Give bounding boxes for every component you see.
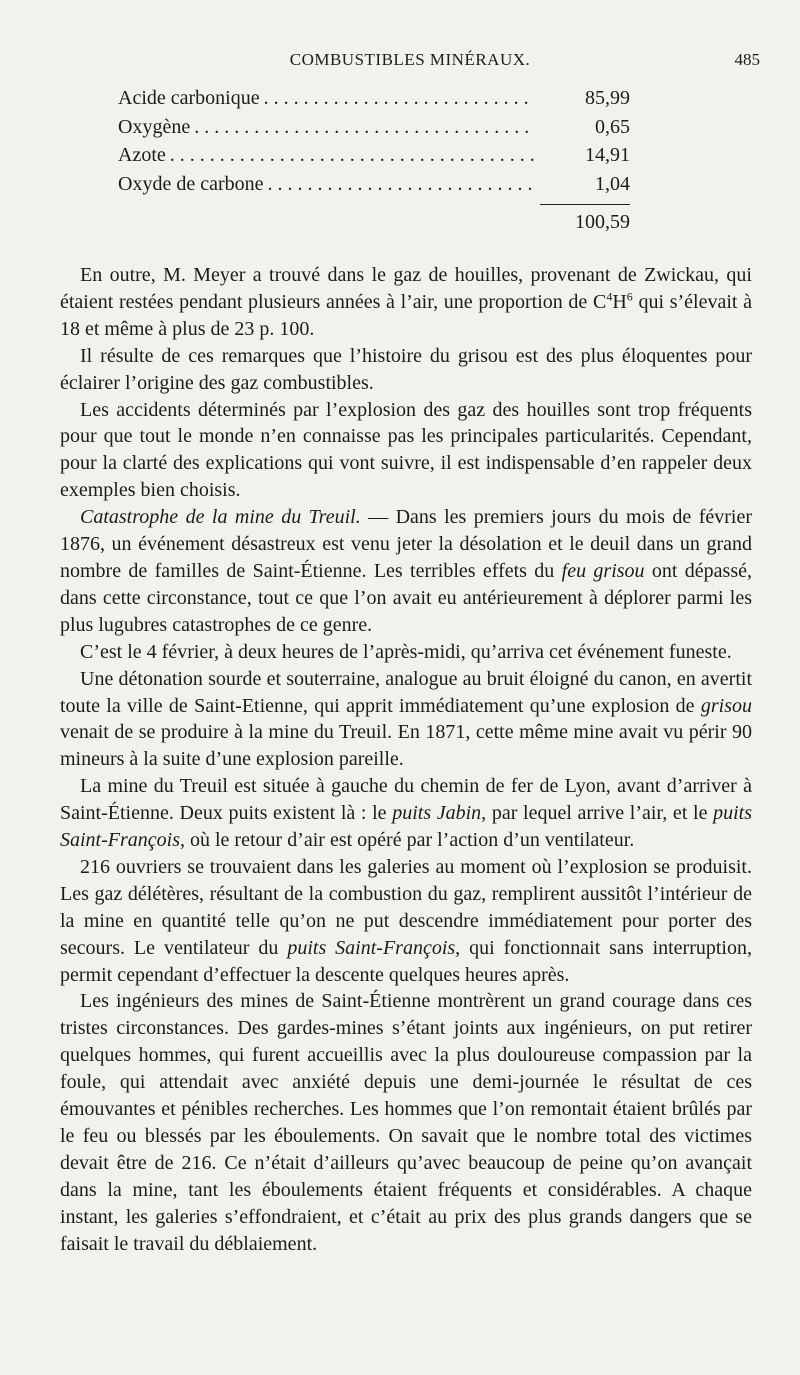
table-total: 100,59 (575, 211, 630, 233)
text-run: H (612, 290, 627, 313)
text-run: ont dépassé, dans cette circonstance, tout ce que l’on avait eu antérieurement à déplorer parmi les plus lugubres catastrophes de ce genre. (60, 559, 752, 636)
row-value: 14,91 (585, 144, 630, 166)
paragraph (60, 262, 752, 343)
paragraph: Les ingénieurs des mines de Saint-Étienne montrèrent un grand courage dans ces tristes circonstances. Des gardes-mines s’étant joints aux ingénieurs, on put retirer quelques hommes, qui furent accueillis avec la plus douloureuse compassion par la foule, qui attendait avec anxiété depuis une demi-journée le résultat de ces émouvantes et pénibles recherches. Les hommes que l’on remontait étaient brûlés par le feu ou blessés par les éboulements. On savait que le nombre total des victimes devait être de 216. Ce n’était d’ailleurs qu’avec beaucoup de peine qu’on avançait dans la mine, tant les éboulements étaient fréquents et considérables. A chaque instant, les galeries s’effondraient, et c’était au prix des plus grands dangers que se faisait le travail du déblaiement. (60, 990, 752, 1255)
text-run: En outre, M. Meyer a trouvé dans le gaz de houilles, provenant de Zwickau, qui étaient restées pendant plusieurs années à l’air, une proportion de C (60, 264, 752, 313)
text-run: La mine du Treuil est située à gauche du chemin de fer de Lyon, avant d’arriver à Saint-Étienne. Deux puits existent là : le (60, 775, 752, 825)
italic-term: feu grisou (561, 559, 645, 582)
paragraph (60, 854, 752, 989)
text-run: qui s’élevait à 18 et même à plus de 23 p. 100. (60, 290, 752, 340)
row-label: Azote (118, 144, 166, 166)
row-label: Oxygène (118, 115, 191, 138)
dot-leader (170, 141, 534, 170)
italic-term: puits Jabin, (392, 802, 487, 825)
row-label: Oxyde de carbone (118, 172, 264, 195)
dot-leader (268, 170, 535, 199)
table-row (118, 141, 630, 170)
text-run: 216 ouvriers se trouvaient dans les galeries au moment où l’explosion se produisit. Les gaz délétères, résultant de la combustion du gaz, remplirent aussitôt l’intérieur de la mine en quantité telle qu’on ne put descendre immédiatement pour porter des secours. Le ventilateur du (60, 855, 752, 959)
text-run: où le retour d’air est opéré par l’action d’un ventilateur. (185, 829, 635, 852)
italic-term: puits Saint-François, (60, 802, 752, 852)
row-label: Acide carbonique (118, 87, 260, 109)
row-value: 1,04 (595, 172, 630, 195)
running-title: COMBUSTIBLES MINÉRAUX. (289, 50, 531, 69)
italic-term: puits Saint-François, (287, 936, 461, 959)
paragraph: Les accidents déterminés par l’explosion des gaz des houilles sont trop fréquents pour que tout le monde n’en connaisse pas les principales particularités. Cependant, pour la clarté des explications qui vont suivre, il est indispensable d’en rappeler deux exemples bien choisis. (60, 398, 752, 502)
row-value: 0,65 (595, 115, 630, 138)
dot-leader (264, 84, 534, 113)
page-number: 485 (734, 50, 760, 69)
paragraph (60, 504, 752, 639)
text-run: par lequel arrive l’air, et le (486, 802, 714, 825)
sum-rule (540, 204, 630, 205)
superscript: 6 (626, 289, 633, 304)
paragraph (60, 666, 752, 774)
dot-leader (194, 113, 534, 142)
italic-term: grisou (700, 694, 752, 717)
section-heading: Catastrophe de la mine du Treuil. (80, 506, 361, 529)
text-run: venait de se produire à la mine du Treuil. En 1871, cette même mine avait vu périr 90 mineurs à la suite d’une explosion pareille. (60, 721, 752, 771)
body-text (60, 262, 752, 1258)
table-row (118, 113, 630, 142)
text-run: qui fonctionnait sans interruption, permit cependant d’effectuer la descente quelques heures après. (60, 936, 752, 986)
text-run: — Dans les premiers jours du mois de février 1876, un événement désastreux est venu jeter la désolation et le deuil dans un grand nombre de familles de Saint-Étienne. Les terribles effets du (60, 506, 752, 582)
page-header (60, 50, 760, 76)
superscript: 4 (606, 289, 613, 304)
row-value: 85,99 (585, 87, 630, 109)
text-run: Une détonation sourde et souterraine, analogue au bruit éloigné du canon, en avertit toute la ville de Saint-Etienne, qui apprit immédiatement qu’une explosion de (60, 667, 752, 717)
gas-composition-table (118, 84, 630, 237)
paragraph: C’est le 4 février, à deux heures de l’après-midi, qu’arriva cet événement funeste. (80, 640, 732, 663)
paragraph (60, 773, 752, 854)
table-row (118, 170, 630, 199)
table-row (118, 84, 630, 113)
paragraph: Il résulte de ces remarques que l’histoire du grisou est des plus éloquentes pour éclairer l’origine des gaz combustibles. (60, 344, 752, 394)
